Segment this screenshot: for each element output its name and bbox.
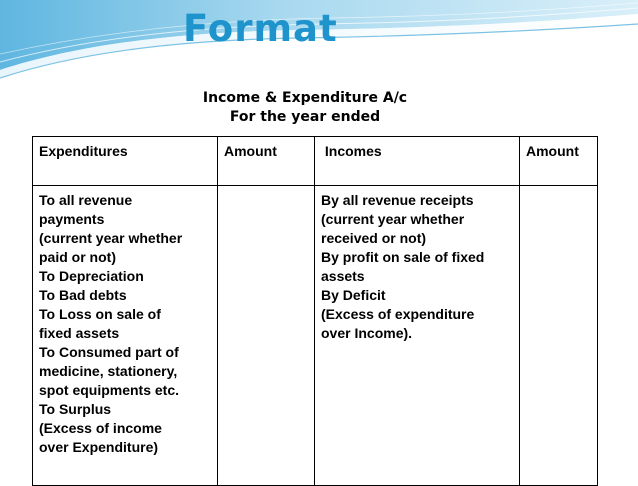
income-line: over Income). [321,325,413,341]
account-title: Income & Expenditure A/c [202,90,408,106]
expenditure-line: medicine, stationery, [39,363,178,379]
income-line: By profit on sale of fixed [321,249,485,265]
expenditure-line: payments [39,211,105,227]
expenditure-line: To Consumed part of [39,344,179,360]
expenditures-cell [33,186,218,486]
expenditure-amount-header: Amount [218,137,315,186]
income-line: assets [321,268,365,284]
period-subtitle: For the year ended [229,109,381,125]
expenditure-line: To all revenue [39,192,133,208]
income-line: By Deficit [321,287,386,303]
expenditure-line: over Expenditure) [39,439,159,455]
expenditures-header: Expenditures [33,137,218,186]
expenditure-line: To Surplus [39,401,112,417]
slide-title: Format [183,7,338,50]
table-body-row [33,186,598,486]
income-line: (current year whether [321,211,465,227]
expenditure-line: (Excess of income [39,420,162,436]
income-amount-header: Amount [520,137,598,186]
expenditure-line: fixed assets [39,325,120,341]
income-expenditure-table [32,136,598,486]
expenditure-line: paid or not) [39,249,116,265]
expenditure-amount-cell [218,186,315,486]
incomes-header: Incomes [315,137,520,186]
expenditure-line: To Depreciation [39,268,144,284]
income-amount-cell [520,186,598,486]
income-line: received or not) [321,230,427,246]
expenditure-line: To Loss on sale of [39,306,161,322]
expenditure-line: To Bad debts [39,287,127,303]
expenditure-line: (current year whether [39,230,183,246]
table-header-row [33,137,598,186]
expenditure-line: spot equipments etc. [39,382,180,398]
income-line: (Excess of expenditure [321,306,475,322]
income-line: By all revenue receipts [321,192,474,208]
incomes-cell [315,186,520,486]
